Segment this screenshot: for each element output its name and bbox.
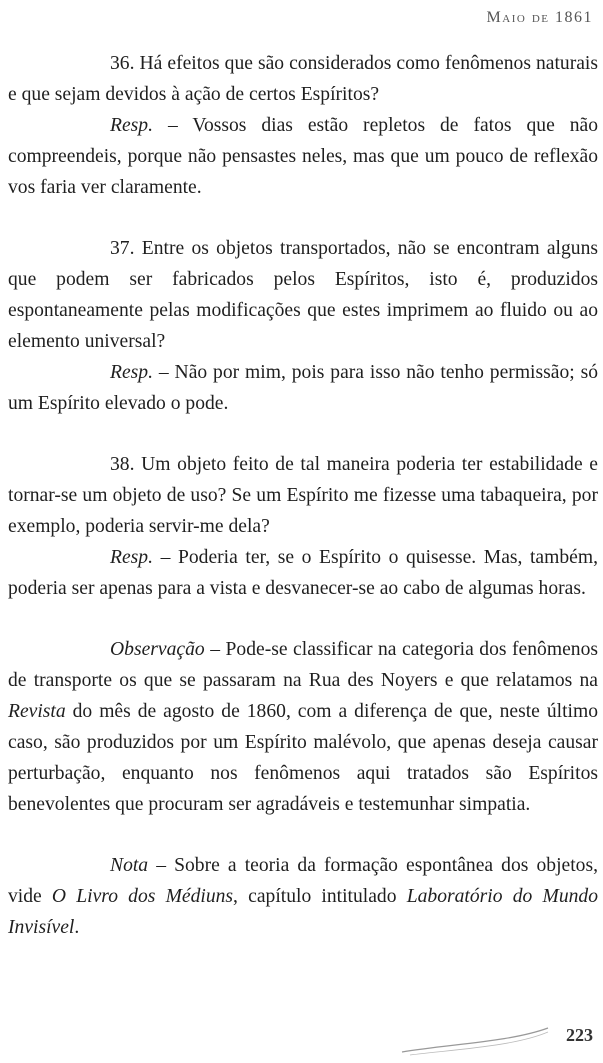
answer-text: – Vossos dias estão repletos de fatos que não compreendeis, porque não pensastes neles, mas que um pouco de reflexão vos faria ver claramente.: [8, 115, 598, 198]
question-38: 38. Um objeto feito de tal maneira poderia ter estabilidade e tornar-se um objeto de uso? Se um Espírito me fizesse uma tabaqueira, por exemplo, poderia servir-me dela?: [8, 454, 598, 537]
book-title: O Livro dos Médiuns: [51, 886, 234, 907]
revista-title: Revista: [8, 701, 66, 722]
note-text: .: [74, 917, 80, 938]
page-number: 223: [566, 1025, 593, 1045]
observation-text: – Pode-se classificar na categoria dos fenômenos de transporte os que se passaram na Rua des Noyers e que relatamos na: [8, 639, 598, 691]
page-body: [8, 48, 598, 943]
footer-swoosh-ornament: [400, 1022, 550, 1058]
answer-37: [8, 357, 598, 419]
note-label: Nota: [110, 855, 149, 876]
question-36: 36. Há efeitos que são considerados como fenômenos naturais e que sejam devidos à ação de certos Espíritos?: [8, 53, 598, 105]
answer-text: – Não por mim, pois para isso não tenho permissão; só um Espírito elevado o pode.: [8, 362, 598, 414]
answer-text: – Poderia ter, se o Espírito o quisesse. Mas, também, poderia ser apenas para a vista e desvanecer-se ao cabo de algumas horas.: [8, 547, 598, 599]
note-paragraph: [8, 850, 598, 943]
answer-36: [8, 110, 598, 203]
observation-paragraph: [8, 634, 598, 820]
observation-label: Observação: [110, 639, 205, 660]
answer-38: [8, 542, 598, 604]
running-header: Maio de 1861: [486, 9, 593, 26]
resp-label: Resp.: [110, 115, 153, 136]
note-text: – Sobre a teoria da formação espontânea dos objetos, vide: [8, 855, 598, 907]
observation-text: do mês de agosto de 1860, com a diferença de que, neste último caso, são produzidos por um Espírito malévolo, que apenas deseja causar perturbação, enquanto nos fenômenos aqui tratados são Espíritos benevolentes que procuram ser agradáveis e testemunhar simpatia.: [8, 701, 598, 815]
resp-label: Resp.: [110, 362, 153, 383]
resp-label: Resp.: [110, 547, 153, 568]
chapter-title: Laboratório do Mundo Invisível: [8, 886, 599, 938]
question-37: 37. Entre os objetos transportados, não se encontram alguns que podem ser fabricados pelos Espíritos, isto é, produzidos espontaneamente pelas modificações que estes imprimem ao fluido ou ao elemento universal?: [8, 238, 598, 352]
note-text: , capítulo intitulado: [233, 886, 407, 907]
